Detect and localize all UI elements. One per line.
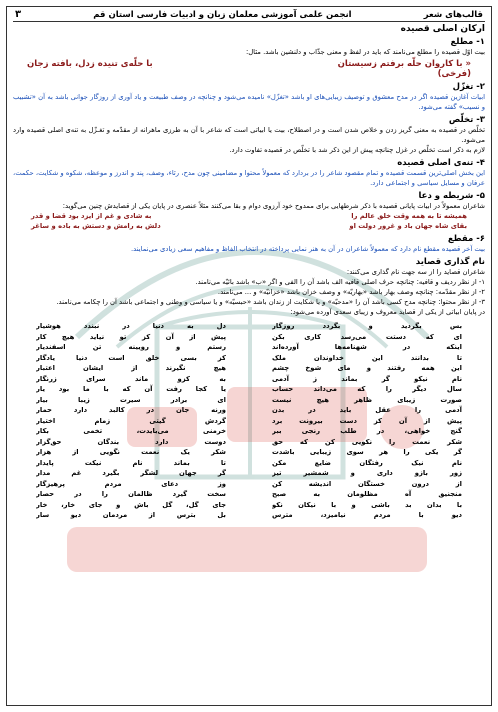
poem-line: دیو با مردم نیامیزد، مترس — [272, 511, 462, 519]
verse-second: با حلّه‌ی تنیده زدل، بافته زجان — [27, 59, 153, 69]
heading-matla: ۱- مطلع — [450, 37, 485, 47]
poem-line: وز دعای مردم پرهیزگار — [36, 479, 226, 488]
poem-line: دوست دارد بندگان حق‌گزار — [36, 437, 226, 446]
poem-line: کز بسی خلق است دنیا یادگار — [36, 353, 226, 362]
poem-line: گردش گیتی زمام اختیار — [36, 416, 226, 425]
poem-line: سخت گیرد ظالمان را در حصار — [36, 490, 226, 498]
poem-line: جای گل، گل باش و جای خار، خار — [36, 500, 226, 509]
poem-line: تا بماند نام نیکت پایدار — [36, 458, 226, 467]
poem-line: دل به دنیا در نبندد هوشیار — [36, 322, 226, 330]
page-number: ۳ — [15, 9, 22, 20]
poem-line: گر جهان لشگر بگیرد غم مدار — [36, 469, 226, 477]
main-title: ارکان اصلی قصیده — [400, 24, 485, 34]
poem-line: نام نیک رفتگان ضایع مکن — [272, 458, 462, 467]
heading-naming: نام گذاری قصاید — [415, 257, 485, 267]
text-tane: این بخش اصلی‌ترین قسمت قصیده و تمام مقصود شاعر را در بردارد که معمولاً محتوا و مضامینی چون مدح، رثاء، وصف، پند و اندرز و موعظه، شکوه و شکایت، حکمت، عرفان و مسایل سیاسی و اجتماعی دارد. — [13, 169, 485, 187]
poem — [13, 321, 485, 521]
poem-line: سال دیگر را که می‌داند حساب — [272, 385, 462, 393]
poem-line: این همه رفتند و مای شوخ چشم — [272, 364, 462, 372]
text-naming-intro: شاعران قصاید را از سه جهت نام گذاری می‌کنند: — [346, 268, 485, 276]
poem-line: بل بترس از مردمان دیو سار — [36, 511, 226, 519]
poem-line: ورنه جان در کالبد دارد حمار — [36, 406, 226, 414]
poem-line: گر یکی را هر سوی زیبایی باشدت — [272, 448, 462, 456]
heading-takhallos: ۳- تخلّص — [448, 115, 485, 125]
text-shariteh: شاعران معمولاً در ابیات پایانی قصیده با ذکر شرطهایی برای ممدوح خود آرزوی دوام و بقا می‌کنند مثلاً عنصری در پایان یکی از قصایدش چنین می‌گوید: — [62, 202, 485, 210]
header-section: قالب‌های شعر — [423, 9, 483, 20]
header-title: انجمن علمی آموزشی معلمان زبان و ادبیات فارسی استان قم — [93, 9, 352, 20]
poem-line: شکر یک نعمت نگویی از هزار — [36, 448, 226, 456]
text-maqta: بیت آخر قصیده مقطع نام دارد که معمولاً شاعران در آن به هنر نمایی پرداخته در انتخاب الفاظ و مفاهیم سعی زیادی می‌نمایند. — [130, 245, 485, 253]
verse-poet: (فرخی) — [437, 69, 471, 79]
couplet-2 — [13, 221, 485, 231]
poem-line: اینکه در شهنامه‌ها آورده‌اند — [272, 343, 462, 351]
poem-line: زور بازو داری و شمشیر تیز — [272, 469, 462, 477]
page — [6, 6, 492, 706]
page-header — [13, 7, 485, 22]
text-naming-3: ۳- از نظر محتوا: چنانچه مدح کسی باشد آن را «مدحیّه» و یا شکایت از زندان باشد «حبسیّه» و یا سیاسی و وطنی و اجتماعی باشد آن را چکامه می‌نامند. — [56, 298, 485, 306]
poem-left-column — [36, 321, 226, 521]
poem-line: نام نیکو گر بماند ز آدمی — [272, 374, 462, 383]
poem-line: منجنیق آه مظلومان به صبح — [272, 490, 462, 498]
poem-line: ای برادر سیرت زیبا بیار — [36, 395, 226, 404]
poem-line: هیچ نگیرند از ایشان اعتبار — [36, 364, 226, 372]
text-takhallos-1: تخلّص در قصیده به معنی گریز زدن و خلاص شدن است و در اصطلاح، بیت یا ابیاتی است که شاعر با آن به طرزی ماهرانه از مقدّمه و تغـزّل به تنه‌ی اصلی قصیده وارد می‌شود. — [13, 126, 485, 144]
poem-line: شکر نعمت را نکویی کن که حق — [272, 437, 462, 446]
text-matla: بیت اوّل قصیده را مطلع می‌نامند که باید در لفظ و معنی جذّاب و دلنشین باشد. مثال: — [245, 48, 485, 56]
poem-line: از درون خستگان اندیشه کن — [272, 479, 462, 488]
poem-line: با بدان بد باشی و با نیکان نکو — [272, 500, 462, 509]
heading-maqta: ۶- مقطع — [447, 234, 485, 244]
couplet-1-a: همیشه تا به همه وقت خلق عالم را — [351, 212, 467, 220]
example-verse — [13, 57, 485, 69]
heading-taghazzol: ۲- تغزّل — [452, 82, 485, 92]
text-taghazzol: ابیات آغازین قصیده اگر در مدح معشوق و توصیف زیبایی‌های او باشد «تغزّل» نامیده می‌شود و چنانچه در وصف طبیعت و یاد آوری از روزگار جوانی باشد به آن «تشبیب و نسیب» گفته می‌شود. — [13, 93, 485, 111]
text-closing: در پایان ابیاتی از یکی از قصاید معروف و زیبای سعدی آورده می‌شود: — [290, 308, 485, 316]
poem-right-column — [272, 321, 462, 521]
poem-line: پیش از آن کز دست بیرونت برد — [272, 416, 462, 425]
couplet-1-b: به شادی و غم از ایزد بود قضا و قدر — [31, 212, 152, 220]
verse-first: « با کاروان حلّه برفتم زسیستان — [337, 59, 471, 69]
heading-shariteh: ۵- شریطه و دعا — [418, 191, 485, 201]
poem-line: بس بگردید و بگردد روزگار — [272, 322, 462, 330]
poem-line: به کزو ماند سرای زرنگار — [36, 374, 226, 383]
couplet-2-a: بقای شاه جهان باد و غرور دولت او — [349, 222, 467, 230]
couplet-2-b: دلش به رامش و دستش به باده و ساغر — [31, 222, 161, 230]
poem-line: صورت زیبای ظاهر هیچ نیست — [272, 395, 462, 404]
text-naming-1: ۱- از نظر ردیف و قافیه: چنانچه حرف اصلی قافیه الف باشد آن را الفی و اگر «ب» باشد بائیّه می‌نامند. — [195, 278, 485, 286]
poem-line: آدمی را عقل باید در بدن — [272, 406, 462, 414]
text-naming-2: ۲- از نظر مقدّمه: چنانچه وصف بهار باشد «بهاریّه» و وصف خزان باشد «خزانیّه» و ... می‌نامند. — [217, 288, 485, 296]
text-takhallos-2: لازم به ذکر است تخلّص در غزل چنانچه پیش از این ذکر شد با تخلّص در قصیده تفاوت دارد. — [229, 146, 485, 154]
couplet-1 — [13, 211, 485, 221]
poem-line: یا کجا رفت آن که با ما بود یار — [36, 385, 226, 393]
poem-line: ای که دستت می‌رسد کاری بکن — [272, 332, 462, 341]
poem-line: گنج خواهی، در طلب رنجی ببر — [272, 427, 462, 435]
poem-line: تا بدانند این خداوندان ملک — [272, 353, 462, 362]
heading-tane: ۴- تنه‌ی اصلی قصیده — [397, 158, 485, 168]
poem-line: پیش از آن کز تو نیاید هیچ کار — [36, 332, 226, 341]
poem-line: رستم و رویینه تن اسفندیار — [36, 343, 226, 351]
poem-line: خرمنی می‌بایدت، تخمی بکار — [36, 427, 226, 435]
